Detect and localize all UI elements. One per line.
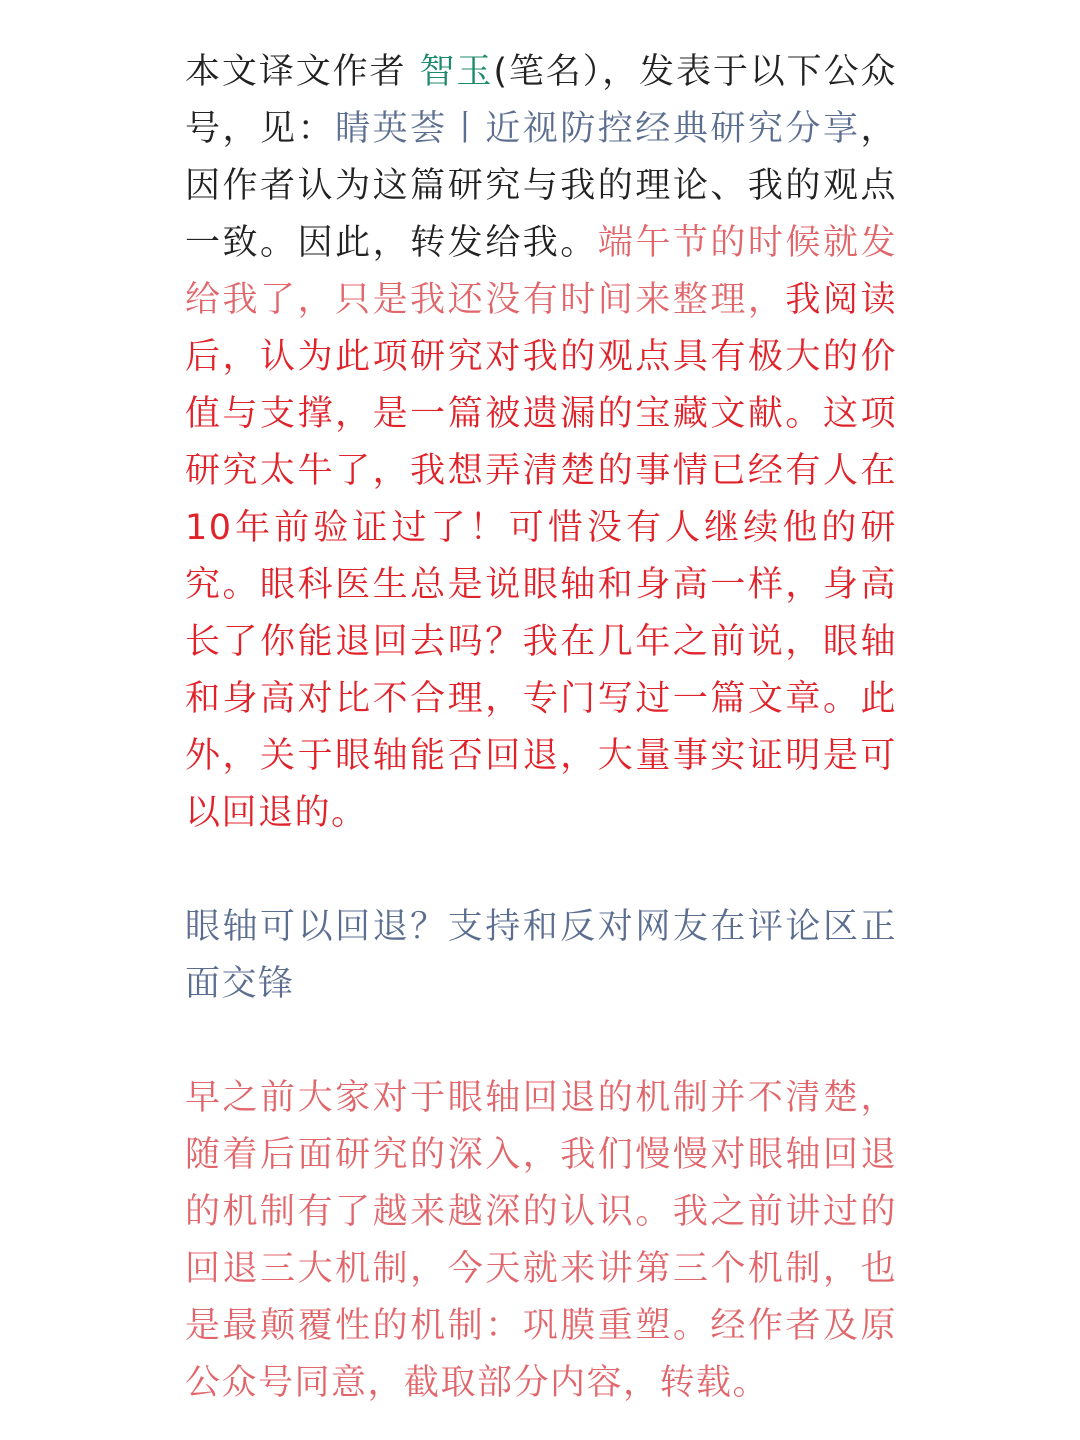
- intro-text-2: (笔名），发表于以下公众号，见：: [185, 52, 897, 149]
- intro-text-3: ，因作者认为这篇研究与我的理论、我的观点一致。因此，转发给我。: [185, 109, 897, 263]
- account-link[interactable]: 睛英荟丨近视防控经典研究分享: [335, 109, 861, 149]
- body-paragraph: 早之前大家对于眼轴回退的机制并不清楚，随着后面研究的深入，我们慢慢对眼轴回退的机制有了越来越深的认识。我之前讲过的回退三大机制，今天就来讲第三个机制，也是最颠覆性的机制：巩膜重塑。经作者及原公众号同意，截取部分内容，转载。: [185, 1078, 897, 1403]
- intro-text-1: 本文译文作者: [185, 52, 420, 92]
- paragraph-gap: [185, 842, 897, 899]
- paragraph-gap: [185, 1013, 897, 1070]
- author-name: 智玉: [419, 52, 494, 92]
- intro-paragraph: [185, 44, 897, 842]
- section-heading: 眼轴可以回退？支持和反对网友在评论区正面交锋: [185, 907, 897, 1004]
- intro-pink-text: 端午节的时候就发给我了，只是我还没有时间来整理，: [185, 223, 897, 320]
- article-body: [185, 44, 897, 1412]
- intro-red-text: 我阅读后，认为此项研究对我的观点具有极大的价值与支撑，是一篇被遗漏的宝藏文献。这项研究太牛了，我想弄清楚的事情已经有人在10年前验证过了！可惜没有人继续他的研究。眼科医生总是说眼轴和身高一样，身高长了你能退回去吗？我在几年之前说，眼轴和身高对比不合理，专门写过一篇文章。此外，关于眼轴能否回退，大量事实证明是可以回退的。: [185, 280, 897, 833]
